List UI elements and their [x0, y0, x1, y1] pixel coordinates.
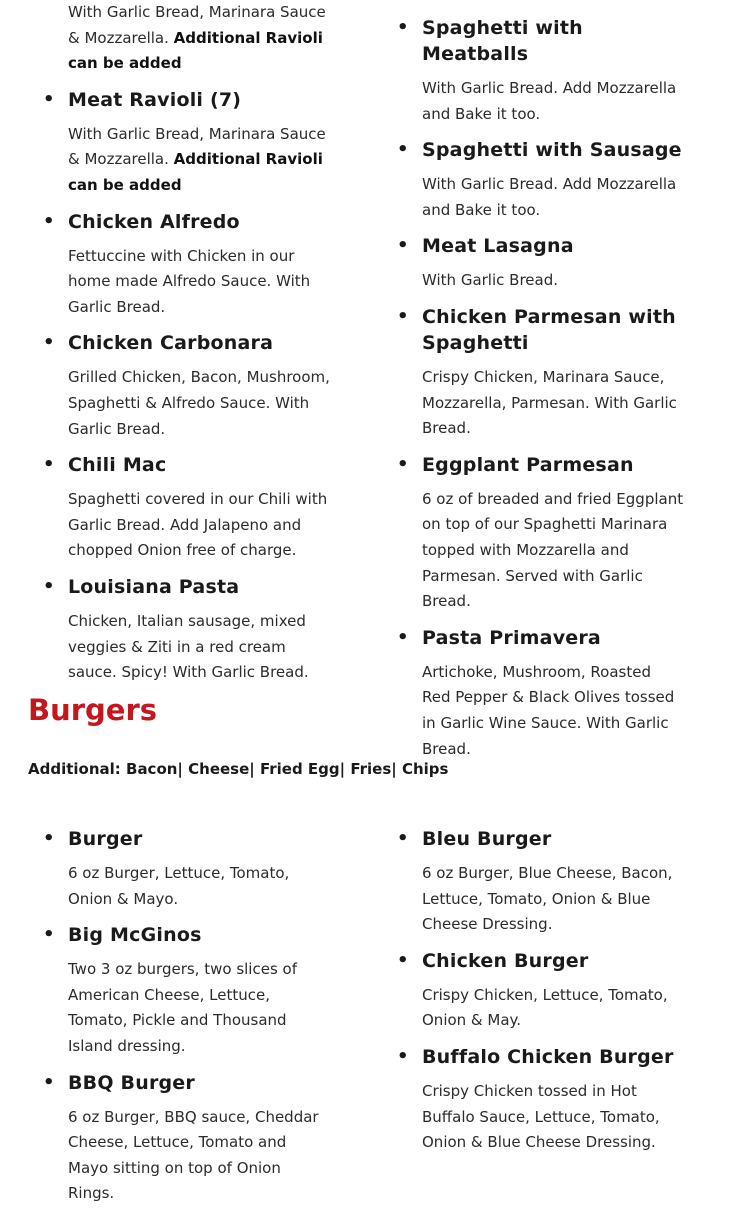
- section-title-burgers: Burgers: [28, 693, 158, 727]
- menu-item-name: Spaghetti with Sausage: [422, 139, 682, 162]
- bullet-icon: •: [43, 210, 55, 232]
- menu-item-bleu-burger: [394, 826, 684, 938]
- menu-item-description: [68, 122, 330, 199]
- burgers-left-column: [40, 826, 330, 1217]
- menu-item-big-mcginos: [40, 922, 330, 1059]
- menu-item-description: Spaghetti covered in our Chili with Garlic Bread. Add Jalapeno and chopped Onion free of charge.: [68, 490, 328, 560]
- bullet-icon: •: [43, 1071, 55, 1093]
- bullet-icon: •: [397, 453, 409, 475]
- menu-item-name: Bleu Burger: [422, 828, 552, 850]
- bullet-icon: •: [43, 88, 55, 110]
- menu-item-chicken-burger: [394, 948, 684, 1034]
- description-note: Additional Ravioli can be added: [68, 150, 323, 194]
- bullet-icon: •: [397, 1045, 409, 1067]
- menu-item-description: With Garlic Bread. Add Mozzarella and Bake it too.: [422, 79, 677, 123]
- menu-item-description: Fettuccine with Chicken in our home made Alfredo Sauce. With Garlic Bread.: [68, 246, 311, 316]
- menu-item-bbq-burger: [40, 1070, 330, 1207]
- menu-item-burger: [40, 826, 330, 912]
- menu-item-description: Crispy Chicken, Marinara Sauce, Mozzarella, Parmesan. With Garlic Bread.: [422, 367, 677, 438]
- menu-item-buffalo-chicken-burger: [394, 1044, 684, 1156]
- menu-item-description: Artichoke, Mushroom, Roasted Red Pepper & Black Olives tossed in Garlic Wine Sauce. With Garlic Bread.: [422, 662, 675, 758]
- menu-item-description: With Garlic Bread. Add Mozzarella and Bake it too.: [422, 175, 677, 219]
- description-text: With Garlic Bread, Marinara Sauce & Mozzarella.: [68, 3, 326, 47]
- menu-item-description: Chicken, Italian sausage, mixed veggies & Ziti in a red cream sauce. Spicy! With Garlic Bread.: [68, 611, 309, 682]
- menu-item-name: Chicken Carbonara: [68, 332, 274, 355]
- description-text: With Garlic Bread, Marinara Sauce & Mozzarella.: [68, 124, 326, 169]
- menu-item-description: [68, 0, 330, 77]
- menu-item-name: Big McGinos: [68, 924, 202, 947]
- menu-item-name: Burger: [68, 828, 143, 850]
- pasta-right-column: [394, 15, 684, 772]
- menu-item-spaghetti-sausage: [394, 137, 684, 223]
- pasta-left-column: [40, 0, 330, 696]
- bullet-icon: •: [397, 626, 409, 648]
- menu-item-eggplant-parmesan: [394, 452, 684, 615]
- menu-item-chili-mac: [40, 452, 330, 564]
- menu-item-name: Chicken Parmesan with Spaghetti: [422, 305, 676, 354]
- bullet-icon: •: [397, 305, 409, 327]
- bullet-icon: •: [397, 139, 409, 161]
- menu-item-name: Chili Mac: [68, 454, 167, 477]
- description-note: Additional Ravioli can be added: [68, 28, 323, 73]
- menu-item-pasta-primavera: [394, 625, 684, 762]
- menu-item-description: Grilled Chicken, Bacon, Mushroom, Spaghetti & Alfredo Sauce. With Garlic Bread.: [68, 368, 330, 438]
- menu-item-description: Crispy Chicken, Lettuce, Tomato, Onion & May.: [422, 985, 668, 1030]
- menu-item-meat-lasagna: [394, 233, 684, 294]
- menu-item-spaghetti-meatballs: [394, 15, 684, 127]
- menu-item-description: 6 oz Burger, Lettuce, Tomato, Onion & Mayo.: [68, 864, 290, 908]
- burgers-right-column: [394, 826, 684, 1166]
- bullet-icon: •: [43, 924, 55, 946]
- menu-item-continued: [40, 0, 330, 77]
- bullet-icon: •: [43, 332, 55, 354]
- menu-item-louisiana-pasta: [40, 574, 330, 686]
- menu-item-chicken-parmesan: [394, 304, 684, 442]
- menu-item-description: Two 3 oz burgers, two slices of American Cheese, Lettuce, Tomato, Pickle and Thousand Island dressing.: [68, 960, 297, 1055]
- menu-item-description: 6 oz of breaded and fried Eggplant on top of our Spaghetti Marinara topped with Mozzarella and Parmesan. Served with Garlic Bread.: [422, 489, 684, 611]
- menu-item-name: Meat Lasagna: [422, 235, 574, 258]
- menu-item-name: Meat Ravioli (7): [68, 88, 242, 111]
- menu-item-chicken-carbonara: [40, 330, 330, 442]
- menu-item-name: BBQ Burger: [68, 1071, 195, 1094]
- bullet-icon: •: [397, 949, 409, 971]
- menu-item-name: Pasta Primavera: [422, 626, 601, 649]
- bullet-icon: •: [43, 575, 55, 597]
- bullet-icon: •: [397, 235, 409, 257]
- menu-item-description: 6 oz Burger, BBQ sauce, Cheddar Cheese, Lettuce, Tomato and Mayo sitting on top of Onion Rings.: [68, 1107, 319, 1203]
- menu-item-description: With Garlic Bread.: [422, 271, 558, 290]
- bullet-icon: •: [43, 454, 55, 476]
- bullet-icon: •: [43, 828, 55, 849]
- additional-options: Additional: Bacon| Cheese| Fried Egg| Fries| Chips: [28, 760, 449, 778]
- bullet-icon: •: [397, 17, 409, 38]
- menu-item-name: Buffalo Chicken Burger: [422, 1045, 674, 1068]
- menu-item-description: 6 oz Burger, Blue Cheese, Bacon, Lettuce, Tomato, Onion & Blue Cheese Dressing.: [422, 864, 673, 934]
- menu-item-meat-ravioli: [40, 87, 330, 199]
- menu-item-name: Louisiana Pasta: [68, 575, 240, 598]
- bullet-icon: •: [397, 828, 409, 849]
- menu-item-name: Chicken Burger: [422, 949, 589, 972]
- menu-item-name: Spaghetti with Meatballs: [422, 17, 583, 65]
- menu-item-name: Eggplant Parmesan: [422, 453, 634, 476]
- menu-item-description: Crispy Chicken tossed in Hot Buffalo Sauce, Lettuce, Tomato, Onion & Blue Cheese Dressing.: [422, 1081, 660, 1152]
- menu-item-chicken-alfredo: [40, 209, 330, 321]
- menu-item-name: Chicken Alfredo: [68, 210, 240, 233]
